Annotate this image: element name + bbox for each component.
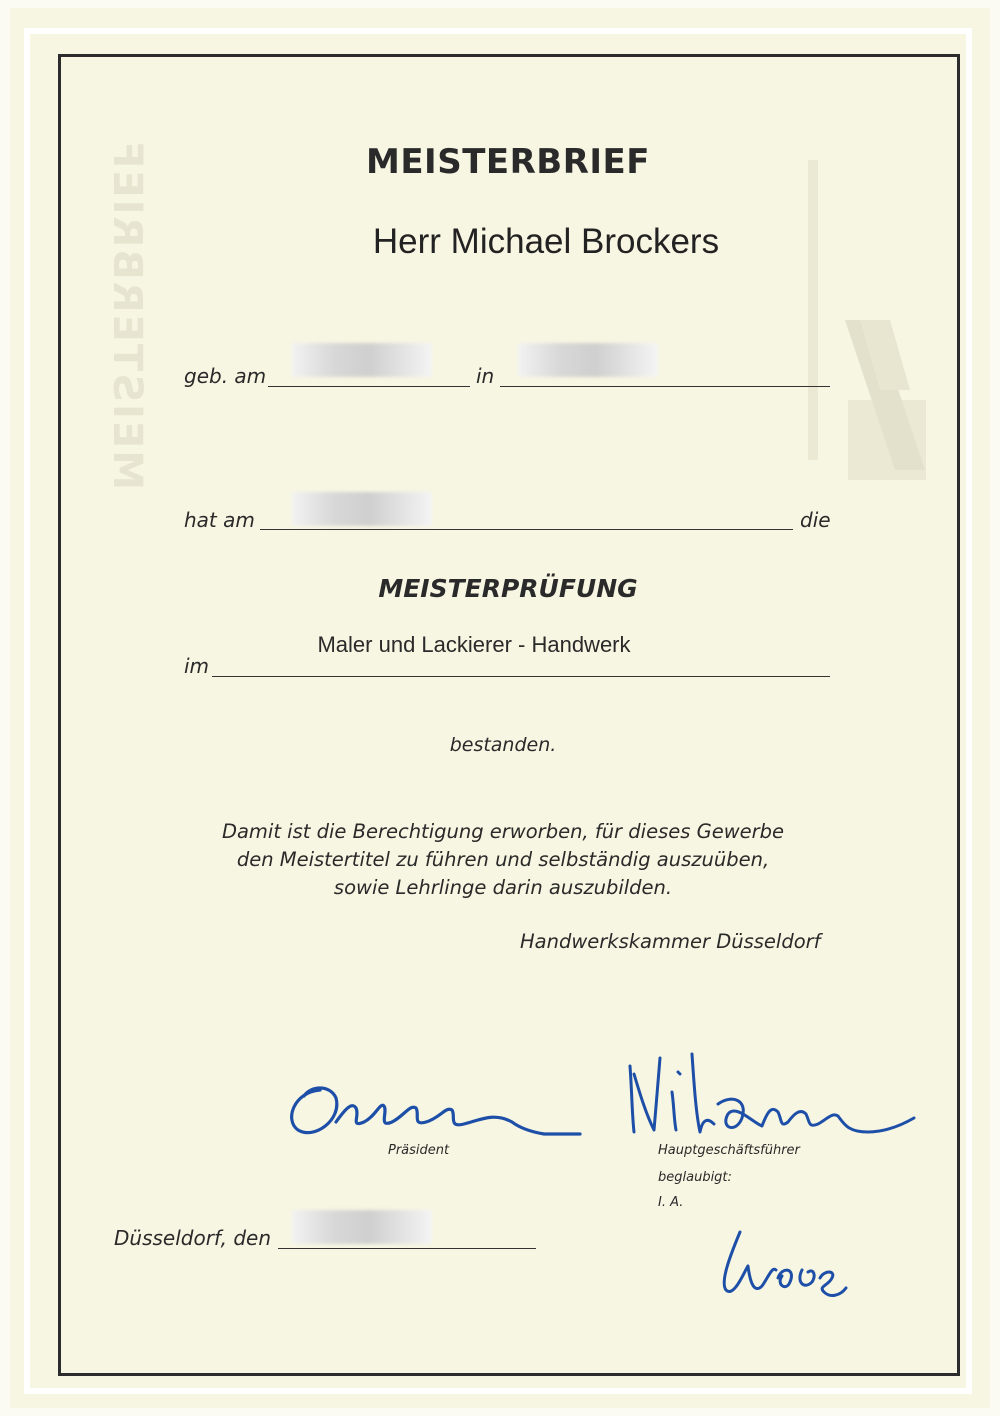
birthdate-line: [268, 386, 470, 387]
trade-name: Maler und Lackierer - Handwerk: [317, 632, 631, 657]
statement-line-1: Damit ist die Berechtigung erworben, für dieses Gewerbe: [221, 820, 785, 843]
watermark-text: MEISTERBRIEF: [104, 138, 150, 490]
president-role: Präsident: [388, 1143, 450, 1158]
statement-line-2: den Meistertitel zu führen und selbständig auszuüben,: [236, 848, 770, 871]
place-date-label: Düsseldorf, den: [114, 1226, 272, 1250]
exam-date-line: [260, 529, 793, 530]
certified-label: beglaubigt:: [658, 1170, 732, 1185]
issue-date-line: [278, 1248, 536, 1249]
redacted-birthdate: [292, 343, 432, 377]
statement-block: [0, 818, 1000, 902]
certifying-signature: [712, 1226, 862, 1304]
redacted-exam-date: [292, 492, 432, 526]
birthplace-label: in: [476, 364, 495, 388]
trade-line: [212, 676, 830, 677]
statement-line-3: sowie Lehrlinge darin auszubilden.: [333, 876, 673, 899]
manager-role: Hauptgeschäftsführer: [658, 1143, 800, 1158]
redacted-birthplace: [518, 343, 658, 377]
exam-after-label: die: [800, 508, 831, 532]
trade-label: im: [184, 654, 210, 678]
exam-title: MEISTERPRÜFUNG: [378, 574, 638, 603]
redacted-issue-date: [292, 1210, 432, 1244]
manager-signature: [622, 1044, 922, 1154]
birthplace-line: [500, 386, 830, 387]
president-signature: [280, 1062, 590, 1152]
certificate-title: MEISTERBRIEF: [366, 142, 650, 182]
chamber-logo-watermark-icon: [800, 150, 930, 490]
recipient-name: Herr Michael Brockers: [372, 222, 720, 261]
ia-label: I. A.: [658, 1195, 684, 1210]
exam-date-label: hat am: [184, 508, 255, 532]
issuer-name: Handwerkskammer Düsseldorf: [520, 930, 821, 953]
exam-result: bestanden.: [449, 734, 557, 756]
birthdate-label: geb. am: [184, 364, 267, 388]
